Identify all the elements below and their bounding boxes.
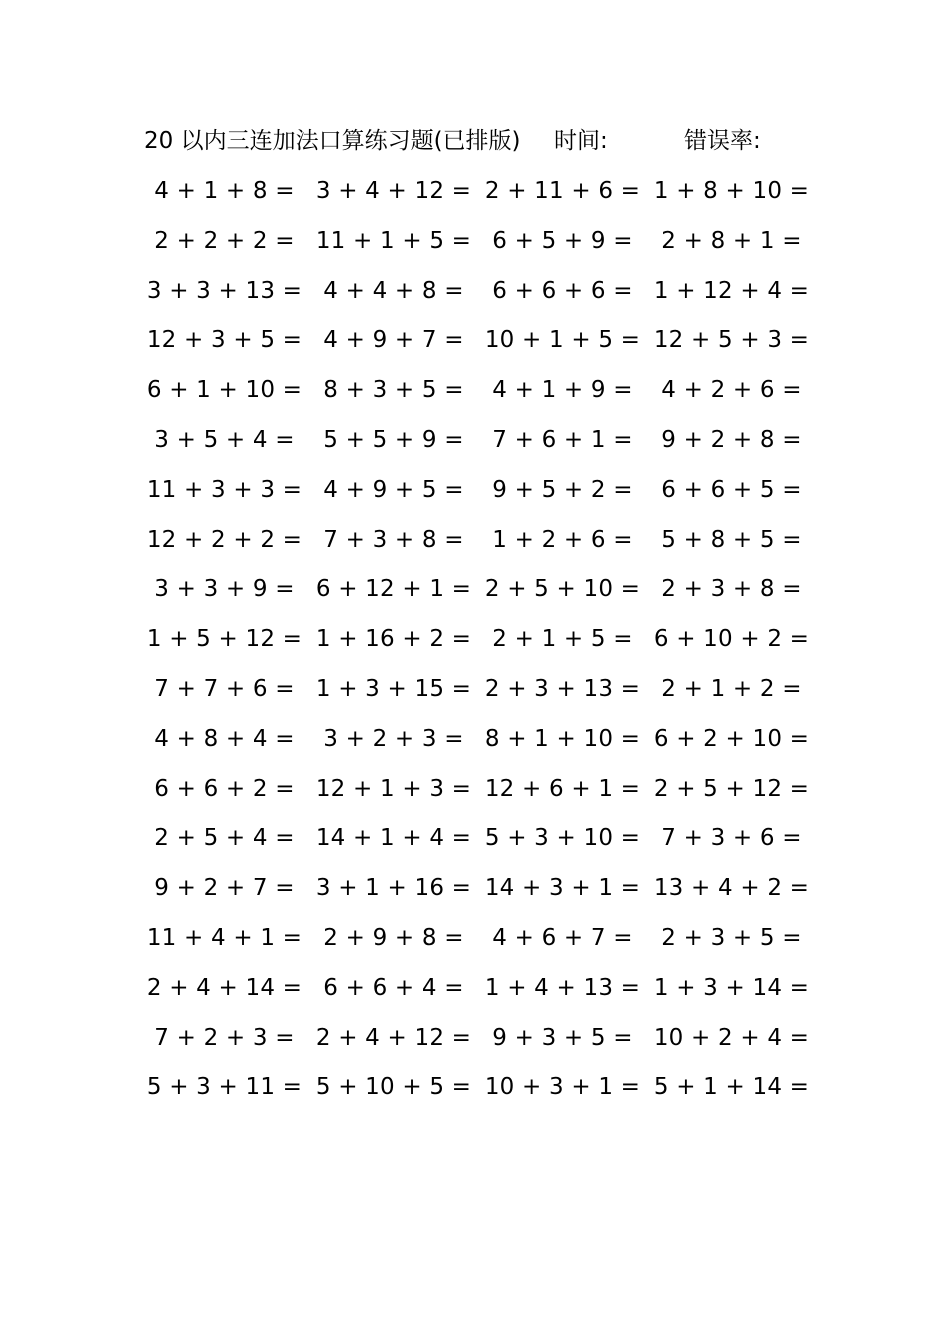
problem-cell: 3 + 2 + 3 =	[323, 725, 464, 752]
problem-cell: 12 + 5 + 3 =	[653, 327, 810, 354]
problem-row	[140, 773, 810, 823]
problem-cell: 6 + 12 + 1 =	[315, 576, 472, 603]
worksheet-title: 20 以内三连加法口算练习题(已排版)	[144, 128, 521, 154]
problem-row	[140, 1071, 810, 1121]
problem-cell: 6 + 6 + 5 =	[661, 476, 802, 503]
problem-cell: 3 + 5 + 4 =	[154, 426, 295, 453]
problem-row	[140, 872, 810, 922]
problem-row	[140, 324, 810, 374]
problem-cell: 2 + 4 + 14 =	[146, 974, 303, 1001]
problem-row	[140, 1022, 810, 1072]
problem-cell: 3 + 3 + 9 =	[154, 576, 295, 603]
problem-cell: 9 + 3 + 5 =	[492, 1024, 633, 1051]
problem-cell: 5 + 3 + 11 =	[146, 1074, 303, 1101]
problem-cell: 12 + 2 + 2 =	[146, 526, 303, 553]
problem-row	[140, 972, 810, 1022]
problem-cell: 9 + 2 + 8 =	[661, 426, 802, 453]
worksheet-header	[144, 125, 784, 157]
problem-cell: 8 + 3 + 5 =	[323, 377, 464, 404]
problem-cell: 7 + 3 + 8 =	[323, 526, 464, 553]
problem-row	[140, 225, 800, 275]
problem-cell: 12 + 6 + 1 =	[484, 775, 641, 802]
problem-cell: 14 + 3 + 1 =	[484, 875, 641, 902]
problem-cell: 7 + 3 + 6 =	[661, 825, 802, 852]
problem-cell: 4 + 1 + 9 =	[492, 377, 633, 404]
problem-cell: 1 + 12 + 4 =	[653, 277, 810, 304]
problem-cell: 6 + 1 + 10 =	[146, 377, 303, 404]
problem-cell: 6 + 6 + 6 =	[492, 277, 633, 304]
problem-cell: 5 + 8 + 5 =	[661, 526, 802, 553]
problem-cell: 12 + 3 + 5 =	[146, 327, 303, 354]
problem-cell: 1 + 8 + 10 =	[653, 178, 810, 204]
problem-row	[140, 374, 800, 424]
problem-cell: 4 + 1 + 8 =	[154, 178, 295, 204]
problem-cell: 11 + 4 + 1 =	[146, 924, 303, 951]
problem-cell: 10 + 2 + 4 =	[653, 1024, 810, 1051]
problem-cell: 11 + 1 + 5 =	[315, 227, 472, 254]
problem-cell: 1 + 3 + 14 =	[653, 974, 810, 1001]
problem-cell: 6 + 6 + 4 =	[323, 974, 464, 1001]
problem-row	[140, 822, 800, 872]
problem-cell: 2 + 4 + 12 =	[315, 1024, 472, 1051]
problem-cell: 3 + 3 + 13 =	[146, 277, 303, 304]
problem-row	[140, 424, 800, 474]
problem-cell: 3 + 4 + 12 =	[315, 178, 472, 204]
problem-cell: 4 + 2 + 6 =	[661, 377, 802, 404]
problem-cell: 6 + 5 + 9 =	[492, 227, 633, 254]
problem-row	[140, 723, 810, 773]
problem-cell: 7 + 7 + 6 =	[154, 675, 295, 702]
problem-cell: 1 + 5 + 12 =	[146, 626, 303, 653]
problem-cell: 6 + 10 + 2 =	[653, 626, 810, 653]
problem-row	[140, 275, 810, 325]
problem-cell: 2 + 11 + 6 =	[484, 178, 641, 204]
problem-cell: 5 + 5 + 9 =	[323, 426, 464, 453]
problem-cell: 2 + 5 + 4 =	[154, 825, 295, 852]
problem-cell: 2 + 3 + 8 =	[661, 576, 802, 603]
problem-cell: 4 + 9 + 7 =	[323, 327, 464, 354]
problem-cell: 2 + 9 + 8 =	[323, 924, 464, 951]
problem-cell: 1 + 4 + 13 =	[484, 974, 641, 1001]
problem-cell: 12 + 1 + 3 =	[315, 775, 472, 802]
problem-row	[140, 573, 800, 623]
problem-cell: 7 + 2 + 3 =	[154, 1024, 295, 1051]
problem-cell: 4 + 9 + 5 =	[323, 476, 464, 503]
problem-cell: 2 + 2 + 2 =	[154, 227, 295, 254]
problem-cell: 1 + 3 + 15 =	[315, 675, 472, 702]
problem-cell: 13 + 4 + 2 =	[653, 875, 810, 902]
problem-grid	[140, 175, 810, 1121]
problem-cell: 2 + 3 + 13 =	[484, 675, 641, 702]
error-rate-label: 错误率:	[684, 128, 761, 154]
problem-cell: 3 + 1 + 16 =	[315, 875, 472, 902]
problem-cell: 2 + 5 + 12 =	[653, 775, 810, 802]
problem-cell: 4 + 6 + 7 =	[492, 924, 633, 951]
problem-cell: 5 + 1 + 14 =	[653, 1074, 810, 1101]
problem-cell: 9 + 5 + 2 =	[492, 476, 633, 503]
problem-row	[140, 922, 800, 972]
problem-cell: 2 + 1 + 5 =	[492, 626, 633, 653]
problem-cell: 2 + 1 + 2 =	[661, 675, 802, 702]
problem-cell: 1 + 2 + 6 =	[492, 526, 633, 553]
problem-row	[140, 175, 810, 225]
problem-cell: 6 + 6 + 2 =	[154, 775, 295, 802]
problem-cell: 4 + 4 + 8 =	[323, 277, 464, 304]
problem-row	[140, 474, 800, 524]
problem-cell: 10 + 1 + 5 =	[484, 327, 641, 354]
problem-cell: 2 + 3 + 5 =	[661, 924, 802, 951]
problem-row	[140, 524, 800, 574]
time-label: 时间:	[554, 128, 608, 154]
problem-cell: 2 + 5 + 10 =	[484, 576, 641, 603]
problem-cell: 5 + 10 + 5 =	[315, 1074, 472, 1101]
problem-row	[140, 623, 810, 673]
problem-cell: 6 + 2 + 10 =	[653, 725, 810, 752]
problem-cell: 11 + 3 + 3 =	[146, 476, 303, 503]
problem-cell: 1 + 16 + 2 =	[315, 626, 472, 653]
problem-cell: 2 + 8 + 1 =	[661, 227, 802, 254]
problem-cell: 8 + 1 + 10 =	[484, 725, 641, 752]
problem-cell: 7 + 6 + 1 =	[492, 426, 633, 453]
problem-cell: 9 + 2 + 7 =	[154, 875, 295, 902]
problem-cell: 5 + 3 + 10 =	[484, 825, 641, 852]
problem-cell: 10 + 3 + 1 =	[484, 1074, 641, 1101]
problem-cell: 4 + 8 + 4 =	[154, 725, 295, 752]
problem-row	[140, 673, 800, 723]
problem-cell: 14 + 1 + 4 =	[315, 825, 472, 852]
